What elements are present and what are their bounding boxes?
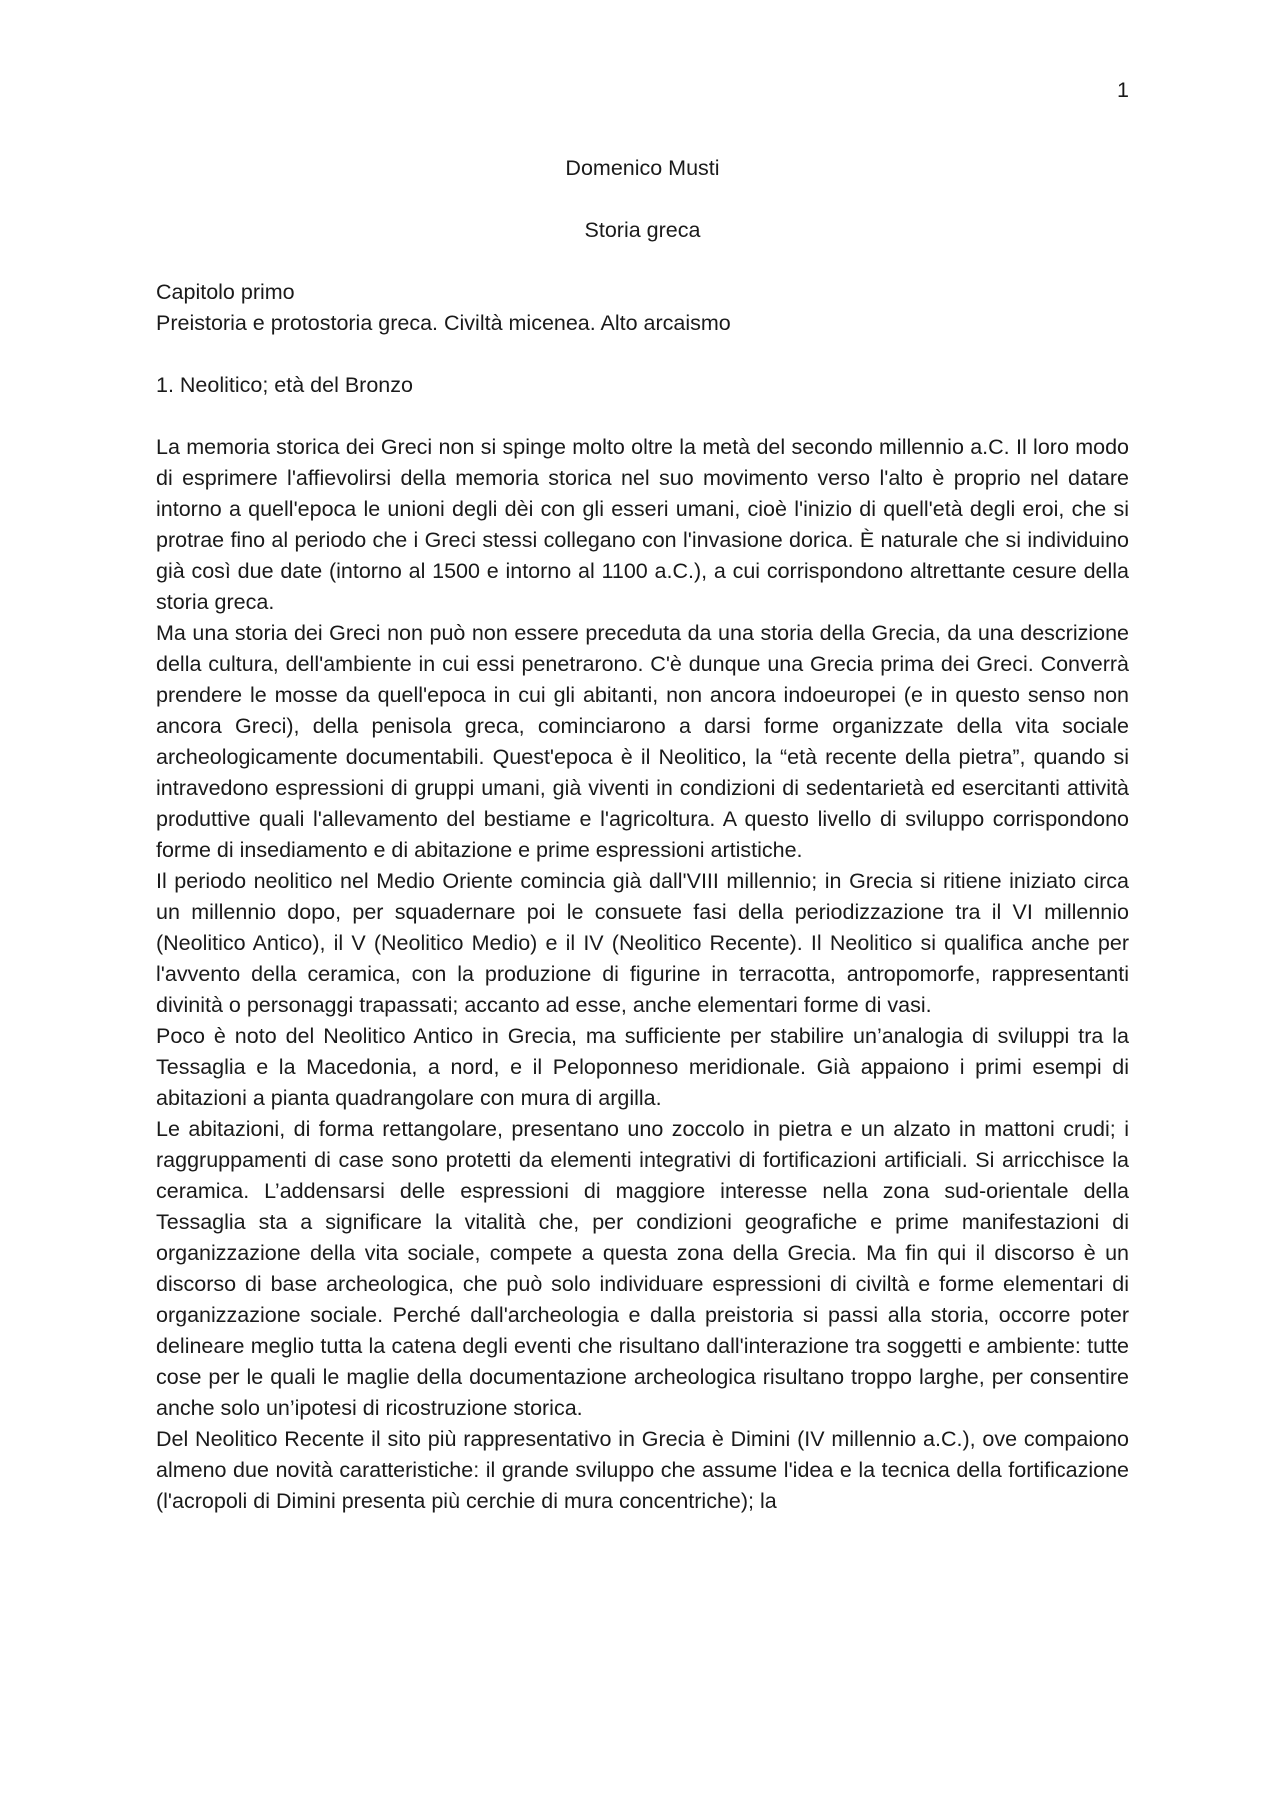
paragraph-neolitico-recente: Del Neolitico Recente il sito più rappresentativo in Grecia è Dimini (IV millennio a.C.), ove compaiono almeno due novità caratteristiche: il grande sviluppo che assume l'idea e la tecnica della fortificazione (l'acropoli di Dimini presenta più cerchie di mura concentriche); la bbox=[156, 1427, 1129, 1513]
paragraph-grecia-prima-dei-greci: Ma una storia dei Greci non può non essere preceduta da una storia della Grecia, da una descrizione della cultura, dell'ambiente in cui essi penetrarono. C'è dunque una Grecia prima dei Greci. Converrà prendere le mosse da quell'epoca in cui gli abitanti, non ancora indoeuropei (e in questo senso non ancora Greci), della penisola greca, cominciarono a darsi forme organizzate della vita sociale archeologicamente documentabili. Quest'epoca è il Neolitico, la “età recente della pietra”, quando si intravedono espressioni di gruppi umani, già viventi in condizioni di sedentarietà ed esercitanti attività produttive quali l'allevamento del bestiame e l'agricoltura. A questo livello di sviluppo corrispondono forme di insediamento e di abitazione e prime espressioni artistiche. bbox=[156, 621, 1129, 862]
chapter-title: Preistoria e protostoria greca. Civiltà micenea. Alto arcaismo bbox=[156, 311, 731, 335]
page-content bbox=[156, 153, 1129, 1517]
paragraph-abitazioni: Le abitazioni, di forma rettangolare, presentano uno zoccolo in pietra e un alzato in mattoni crudi; i raggruppamenti di case sono protetti da elementi integrativi di fortificazioni artificiali. Si arricchisce la ceramica. L’addensarsi delle espressioni di maggiore interesse nella zona sud-orientale della Tessaglia sta a significare la vitalità che, per condizioni geografiche e prime manifestazioni di organizzazione della vita sociale, compete a questa zona della Grecia. Ma fin qui il discorso è un discorso di base archeologica, che può solo individuare espressioni di civiltà e forme elementari di organizzazione sociale. Perché dall'archeologia e dalla preistoria si passi alla storia, occorre poter delineare meglio tutta la catena degli eventi che risultano dall'interazione tra soggetti e ambiente: tutte cose per le quali le maglie della documentazione archeologica risultano troppo larghe, per consentire anche solo un’ipotesi di ricostruzione storica. bbox=[156, 1117, 1129, 1420]
book-title: Storia greca bbox=[584, 218, 701, 242]
author-name: Domenico Musti bbox=[565, 156, 720, 180]
page-number: 1 bbox=[1117, 78, 1129, 102]
chapter-label: Capitolo primo bbox=[156, 280, 295, 304]
paragraph-neolitico-antico: Poco è noto del Neolitico Antico in Grecia, ma sufficiente per stabilire un’analogia di sviluppi tra la Tessaglia e la Macedonia, a nord, e il Peloponneso meridionale. Già appaiono i primi esempi di abitazioni a pianta quadrangolare con mura di argilla. bbox=[156, 1024, 1129, 1110]
paragraph-periodo-neolitico: Il periodo neolitico nel Medio Oriente comincia già dall'VIII millennio; in Grecia si ritiene iniziato circa un millennio dopo, per squadernare poi le consuete fasi della periodizzazione tra il VI millennio (Neolitico Antico), il V (Neolitico Medio) e il IV (Neolitico Recente). Il Neolitico si qualifica anche per l'avvento della ceramica, con la produzione di figurine in terracotta, antropomorfe, rappresentanti divinità o personaggi trapassati; accanto ad esse, anche elementari forme di vasi. bbox=[156, 869, 1129, 1017]
section-title: 1. Neolitico; età del Bronzo bbox=[156, 373, 413, 397]
paragraph-memoria-storica: La memoria storica dei Greci non si spinge molto oltre la metà del secondo millennio a.C. Il loro modo di esprimere l'affievolirsi della memoria storica nel suo movimento verso l'alto è proprio nel datare intorno a quell'epoca le unioni degli dèi con gli esseri umani, cioè l'inizio di quell'età degli eroi, che si protrae fino al periodo che i Greci stessi collegano con l'invasione dorica. È naturale che si individuino già così due date (intorno al 1500 e intorno al 1100 a.C.), a cui corrispondono altrettante cesure della storia greca. bbox=[156, 435, 1129, 614]
